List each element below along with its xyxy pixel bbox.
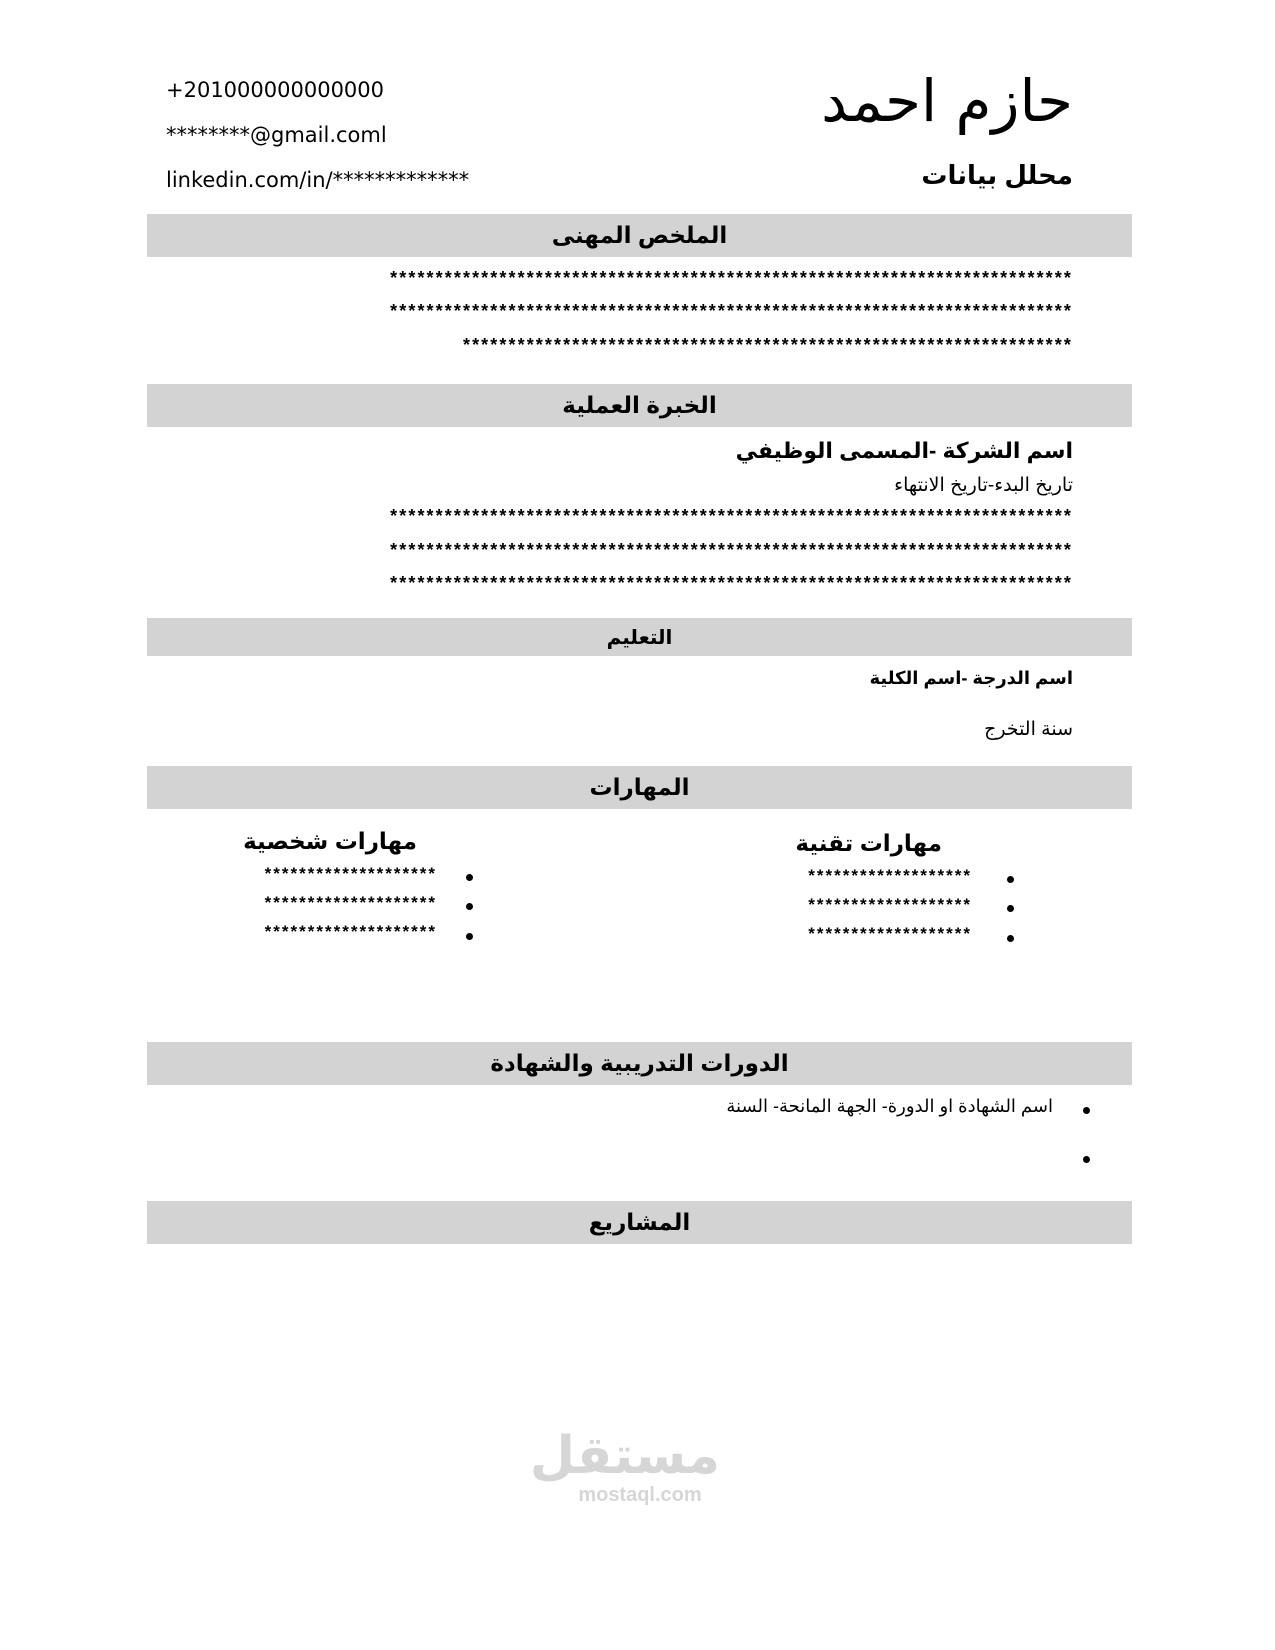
projects-heading-bar (147, 1201, 1132, 1244)
experience-line: *************************************************************************** (390, 540, 1073, 560)
personal-skill-item: ******************** (264, 864, 437, 883)
personal-skill-item: ******************** (264, 893, 437, 912)
experience-heading-bar (147, 384, 1132, 427)
job-title: محلل بيانات (921, 160, 1073, 190)
experience-line: *************************************************************************** (390, 506, 1073, 526)
bullet-icon (1007, 876, 1014, 883)
summary-line: *************************************************************************** (390, 268, 1073, 288)
mostaql-watermark (529, 1427, 720, 1570)
watermark-logo: مستقل (529, 1427, 720, 1485)
skills-heading-bar (147, 766, 1132, 809)
bullet-icon (466, 933, 473, 940)
graduation-year: سنة التخرج (984, 719, 1073, 740)
summary-heading-bar (147, 214, 1132, 257)
courses-heading: الدورات التدريبية والشهادة (490, 1050, 789, 1076)
employment-dates: تاريخ البدء-تاريخ الانتهاء (894, 475, 1073, 496)
technical-skill-item: ******************* (808, 866, 972, 885)
education-heading: التعليم (606, 626, 673, 649)
experience-heading: الخبرة العملية (562, 392, 717, 418)
technical-skill-item: ******************* (808, 895, 972, 914)
linkedin-url: linkedin.com/in/************* (166, 168, 470, 192)
bullet-icon (1007, 905, 1014, 912)
personal-skill-item: ******************** (264, 922, 437, 941)
candidate-name: حازم احمد (821, 67, 1073, 135)
email-address: ********@gmail.coml (166, 123, 387, 147)
bullet-icon (1083, 1156, 1090, 1163)
skills-heading: المهارات (589, 774, 690, 800)
technical-skill-item: ******************* (808, 924, 972, 943)
summary-line: *************************************************************************** (390, 301, 1073, 321)
summary-line: ******************************************************************* (462, 335, 1073, 355)
technical-skills-heading: مهارات تقنية (795, 830, 942, 856)
degree-college: اسم الدرجة -اسم الكلية (869, 668, 1073, 688)
bullet-icon (466, 874, 473, 881)
company-job-title: اسم الشركة -المسمى الوظيفي (735, 438, 1073, 463)
summary-heading: الملخص المهنى (551, 222, 728, 248)
bullet-icon (1083, 1107, 1090, 1114)
course-item: اسم الشهادة او الدورة- الجهة المانحة- السنة (726, 1096, 1053, 1116)
courses-heading-bar (147, 1042, 1132, 1085)
watermark-url: mostaql.com (578, 1484, 702, 1506)
bullet-icon (466, 903, 473, 910)
projects-heading: المشاريع (588, 1209, 691, 1235)
experience-line: *************************************************************************** (390, 573, 1073, 593)
personal-skills-heading: مهارات شخصية (243, 828, 417, 854)
education-heading-bar (147, 618, 1132, 656)
phone-number: +201000000000000 (166, 78, 385, 102)
bullet-icon (1007, 935, 1014, 942)
